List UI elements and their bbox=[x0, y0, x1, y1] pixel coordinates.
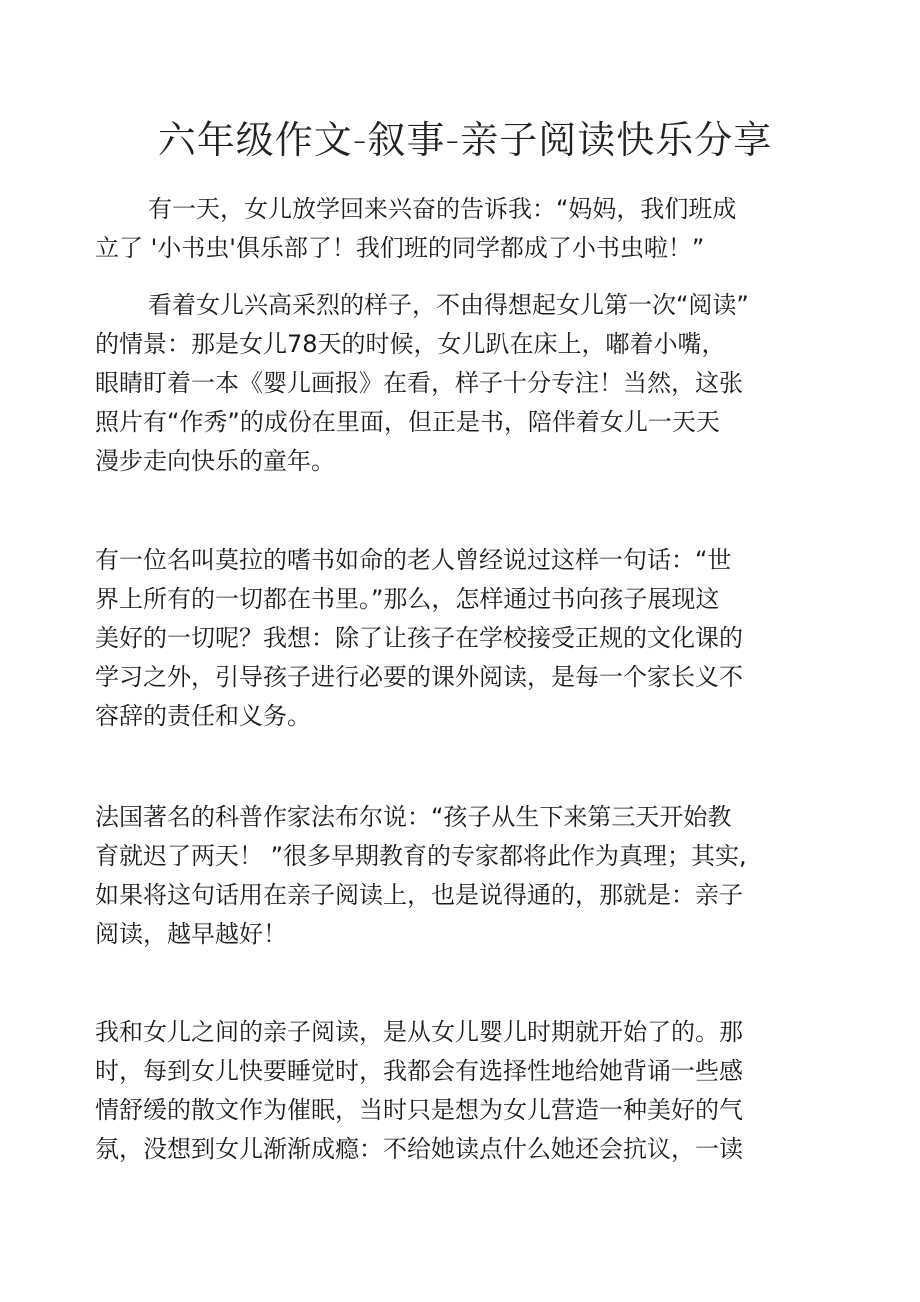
paragraph-line: 氛，没想到女儿渐渐成瘾：不给她读点什么她还会抗议，一读 bbox=[95, 1135, 743, 1163]
paragraph-line: 立了 '小书虫'俱乐部了！我们班的同学都成了小书虫啦！” bbox=[95, 234, 705, 262]
paragraph-line: 的情景：那是女儿78天的时候，女儿趴在床上，嘟着小嘴， bbox=[95, 330, 726, 358]
paragraph-line: 如果将这句话用在亲子阅读上，也是说得通的，那就是：亲子 bbox=[95, 881, 743, 909]
paragraph-line: 照片有“作秀”的成份在里面，但正是书，陪伴着女儿一天天 bbox=[95, 408, 720, 436]
paragraph-line: 有一位名叫莫拉的嗜书如命的老人曾经说过这样一句话：“世 bbox=[95, 546, 732, 574]
paragraph-line: 育就迟了两天！ ”很多早期教育的专家都将此作为真理；其实, bbox=[95, 842, 747, 870]
paragraph-line: 看着女儿兴高采烈的样子，不由得想起女儿第一次“阅读” bbox=[148, 291, 749, 319]
paragraph-line: 我和女儿之间的亲子阅读，是从女儿婴儿时期就开始了的。那 bbox=[95, 1018, 743, 1046]
paragraph-line: 有一天，女儿放学回来兴奋的告诉我：“妈妈，我们班成 bbox=[148, 195, 737, 223]
paragraph-line: 界上所有的一切都在书里。”那么，怎样通过书向孩子展现这 bbox=[95, 585, 720, 613]
paragraph-line: 眼睛盯着一本《婴儿画报》在看，样子十分专注！当然，这张 bbox=[95, 369, 743, 397]
paragraph-line: 时，每到女儿快要睡觉时，我都会有选择性地给她背诵一些感 bbox=[95, 1057, 743, 1085]
paragraph-1 bbox=[95, 190, 820, 268]
document-title: 六年级作文-叙事-亲子阅读快乐分享 bbox=[157, 118, 773, 162]
paragraph-line: 学习之外，引导孩子进行必要的课外阅读，是每一个家长义不 bbox=[95, 663, 743, 691]
paragraph-line: 阅读，越早越好！ bbox=[95, 920, 287, 948]
paragraph-line: 漫步走向快乐的童年。 bbox=[95, 447, 335, 475]
paragraph-4 bbox=[95, 798, 820, 954]
paragraph-3 bbox=[95, 541, 820, 736]
paragraph-5 bbox=[95, 1013, 820, 1169]
paragraph-line: 情舒缓的散文作为催眠，当时只是想为女儿营造一种美好的气 bbox=[95, 1096, 743, 1124]
paragraph-2 bbox=[95, 286, 820, 481]
paragraph-line: 容辞的责任和义务。 bbox=[95, 702, 311, 730]
paragraph-line: 法国著名的科普作家法布尔说：“孩子从生下来第三天开始教 bbox=[95, 803, 732, 831]
paragraph-line: 美好的一切呢？我想：除了让孩子在学校接受正规的文化课的 bbox=[95, 624, 743, 652]
